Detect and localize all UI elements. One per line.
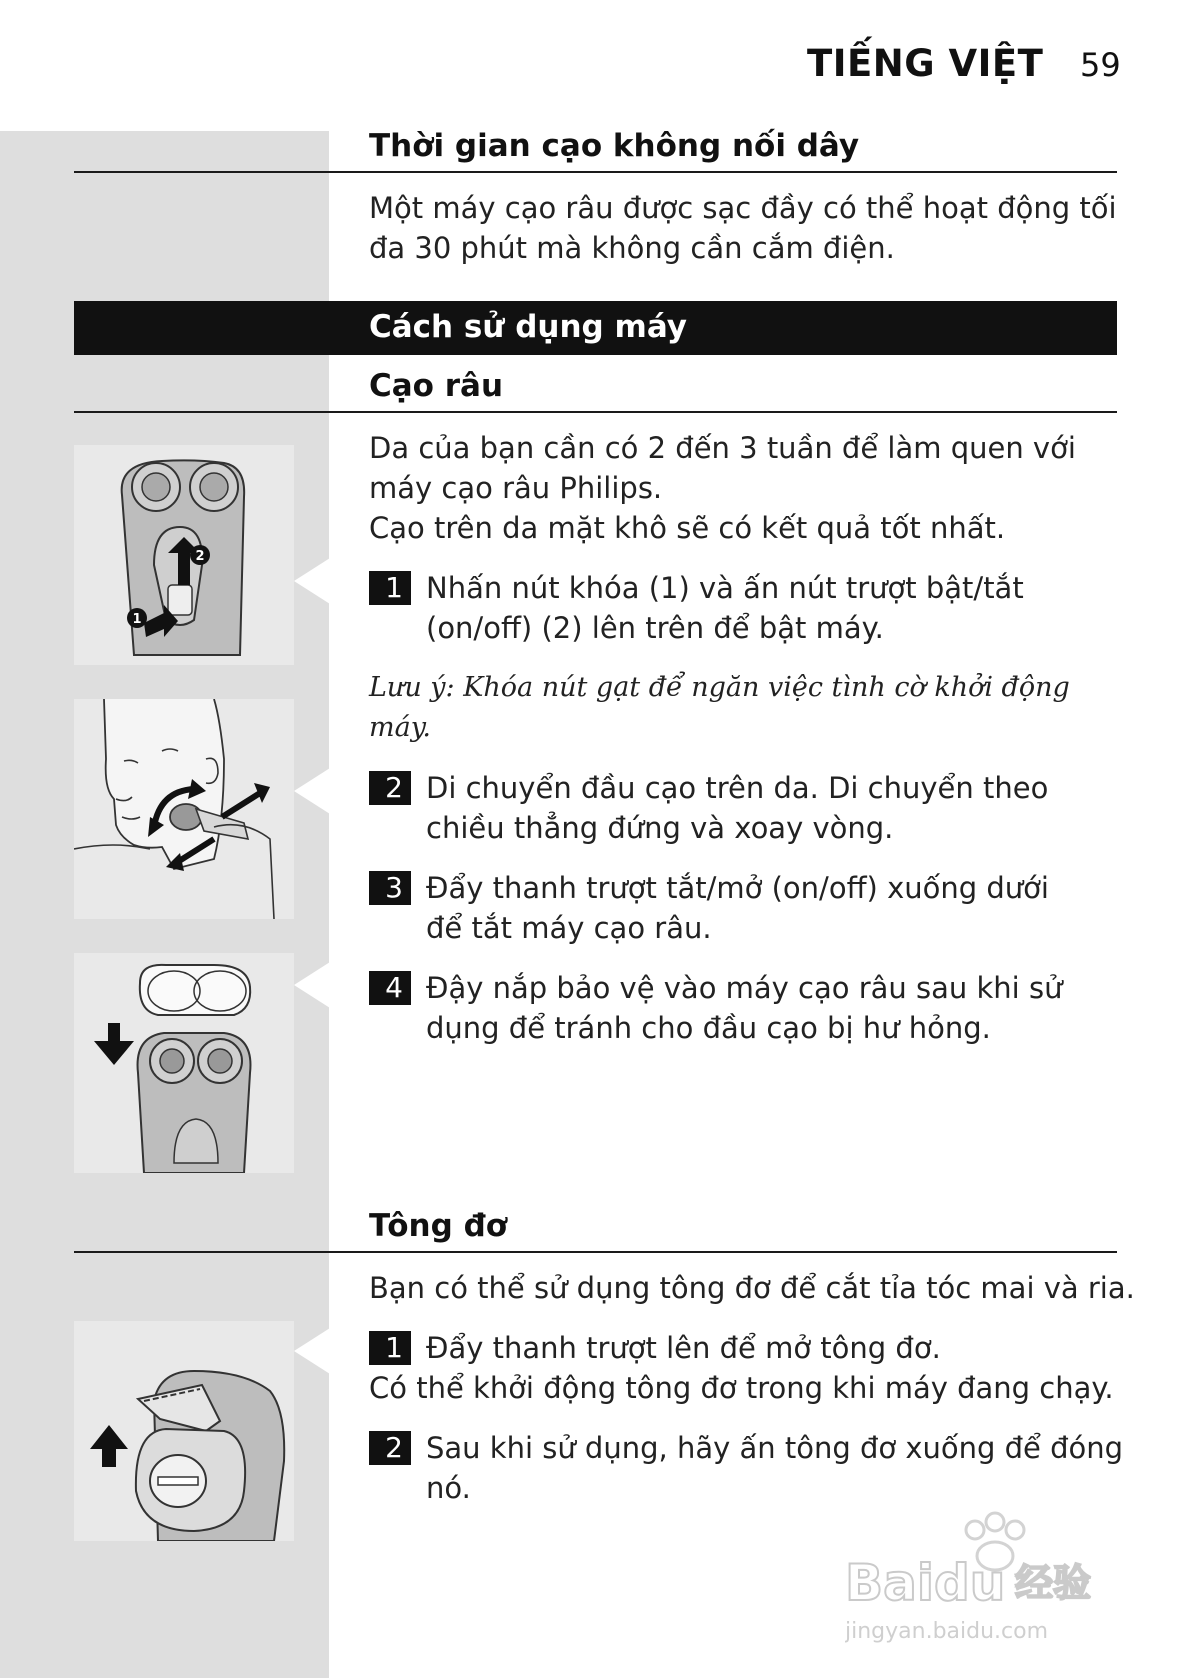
svg-text:1: 1: [132, 612, 142, 627]
section-rule: [74, 411, 1117, 413]
shaving-intro: [369, 428, 1129, 548]
page-number: 59: [1080, 46, 1121, 84]
trimmer-heading: Tông đơ: [369, 1208, 508, 1244]
text-line: Một máy cạo râu được sạc đầy có thể hoạt động tối: [369, 191, 1117, 225]
text-line: Cạo trên da mặt khô sẽ có kết quả tốt nhất.: [369, 511, 1006, 545]
step-text: Nhấn nút khóa (1) và ấn nút trượt bật/tắt: [426, 571, 1024, 605]
step-text: (on/off) (2) lên trên để bật máy.: [426, 611, 884, 645]
step-number-badge: 2: [369, 1431, 411, 1465]
text-line: Bạn có thể sử dụng tông đơ để cắt tỉa tóc mai và ria.: [369, 1271, 1135, 1305]
text-line: máy cạo râu Philips.: [369, 471, 663, 505]
section-rule: [74, 1251, 1117, 1253]
language-header: TIẾNG VIỆT: [807, 42, 1044, 85]
step-number-badge: 2: [369, 771, 411, 805]
step-text: Đẩy thanh trượt tắt/mở (on/off) xuống dưới: [426, 871, 1049, 905]
svg-text:2: 2: [195, 549, 205, 564]
step-text: dụng để tránh cho đầu cạo bị hư hỏng.: [426, 1011, 991, 1045]
figure-pointer: [294, 962, 330, 1008]
text-line: đa 30 phút mà không cần cắm điện.: [369, 231, 895, 265]
step-text: để tắt máy cạo râu.: [426, 911, 712, 945]
step-text: Di chuyển đầu cạo trên da. Di chuyển theo: [426, 771, 1049, 805]
figure-pointer: [294, 558, 330, 604]
note-text: máy.: [369, 712, 431, 743]
cordless-paragraph: [369, 188, 1129, 268]
trimmer-intro: [369, 1268, 1135, 1308]
baidu-watermark: [845, 1500, 1125, 1650]
shaving-note: [369, 668, 1070, 748]
step-text: chiều thẳng đứng và xoay vòng.: [426, 811, 894, 845]
figure-pointer: [294, 768, 330, 814]
shaver-lock-illustration: [74, 445, 294, 665]
trimmer-info: [369, 1368, 1129, 1408]
usage-heading: Cách sử dụng máy: [369, 309, 688, 345]
step-text: Đẩy thanh trượt lên để mở tông đơ.: [426, 1331, 941, 1365]
text-line: Da của bạn cần có 2 đến 3 tuần để làm quen với: [369, 431, 1076, 465]
svg-text:jingyan.baidu.com: jingyan.baidu.com: [845, 1619, 1049, 1644]
note-text: Lưu ý: Khóa nút gạt để ngăn việc tình cờ khởi động: [369, 672, 1070, 703]
svg-text:Baidu: Baidu: [845, 1554, 1006, 1612]
svg-text:经验: 经验: [1015, 1561, 1092, 1605]
step-number-badge: 3: [369, 871, 411, 905]
text-line: Có thể khởi động tông đơ trong khi máy đang chạy.: [369, 1371, 1114, 1405]
figure-pointer: [294, 1328, 330, 1374]
protection-cap-illustration: [74, 953, 294, 1173]
step-number-badge: 1: [369, 1331, 411, 1365]
section-rule: [74, 171, 1117, 173]
step-text: nó.: [426, 1471, 471, 1505]
shaving-face-illustration: [74, 699, 294, 919]
step-text: Đậy nắp bảo vệ vào máy cạo râu sau khi sử: [426, 971, 1063, 1005]
cordless-heading: Thời gian cạo không nối dây: [369, 128, 860, 164]
step-text: Sau khi sử dụng, hãy ấn tông đơ xuống để đóng: [426, 1431, 1124, 1465]
usage-heading-bar: [74, 301, 1117, 355]
step-number-badge: 4: [369, 971, 411, 1005]
shaving-heading: Cạo râu: [369, 368, 504, 404]
trimmer-illustration: [74, 1321, 294, 1541]
step-number-badge: 1: [369, 571, 411, 605]
